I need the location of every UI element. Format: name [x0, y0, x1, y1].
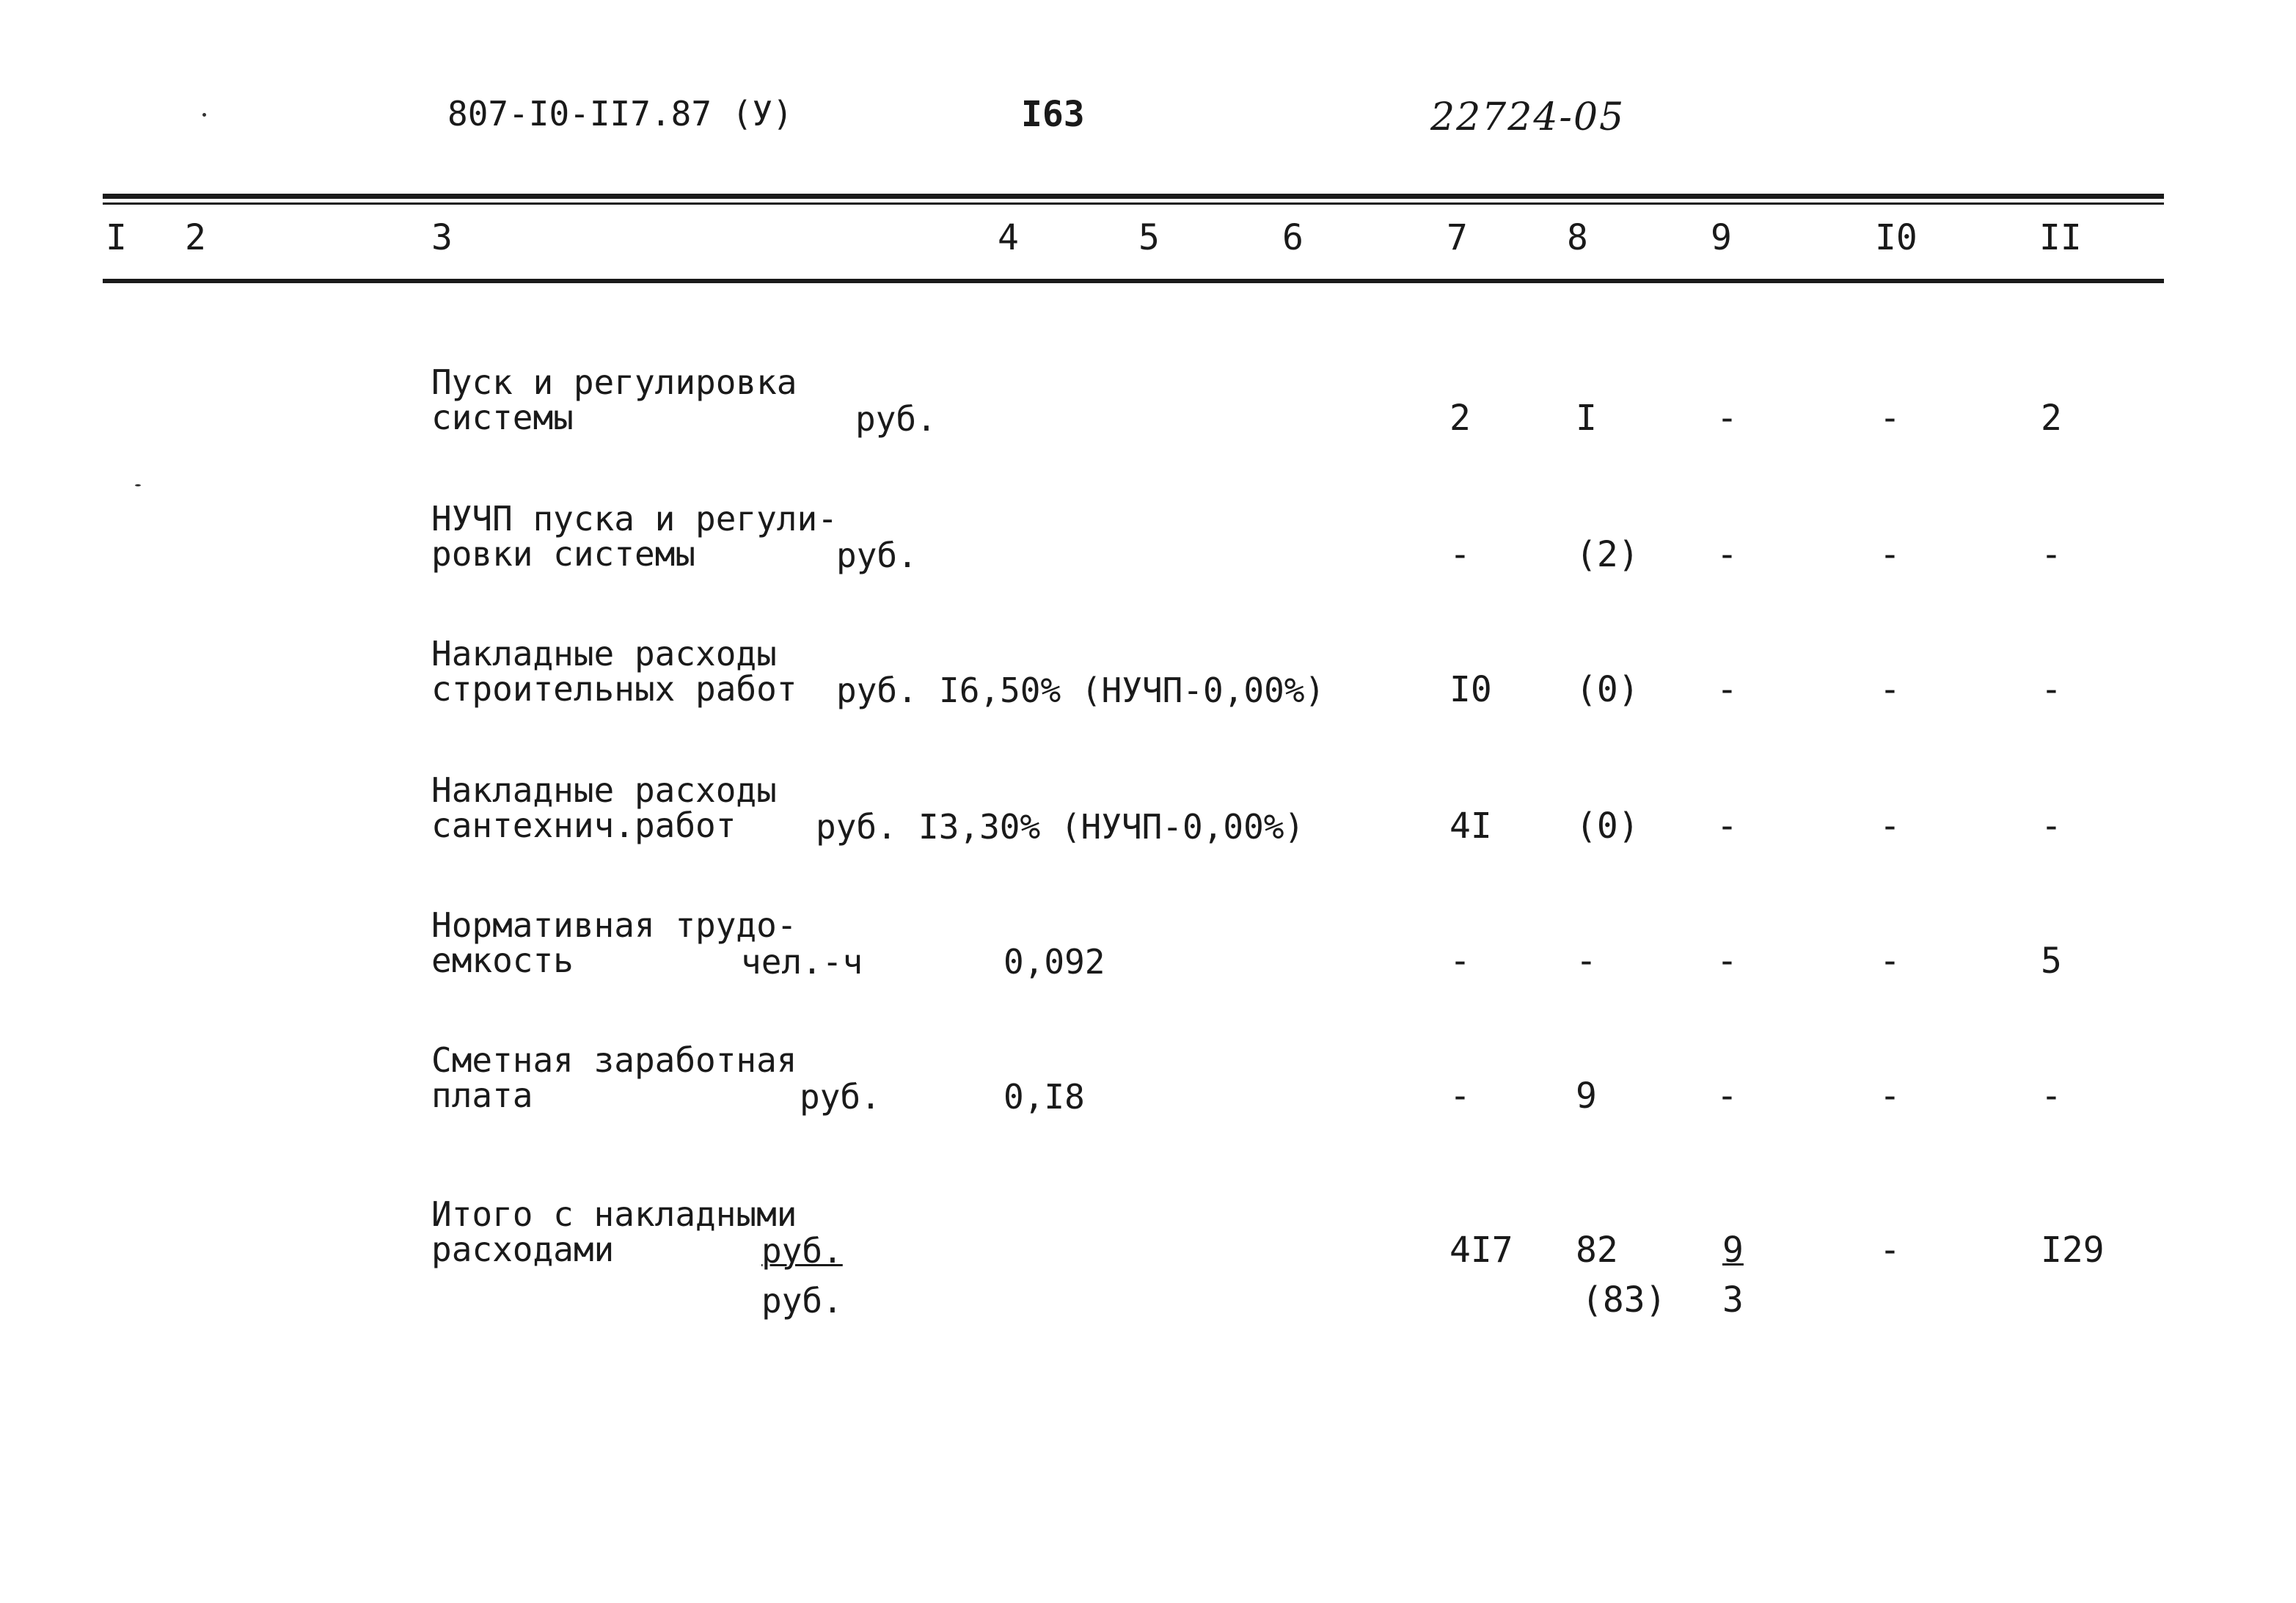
row-unit: руб. — [855, 399, 937, 439]
row-description-line1: Пуск и регулировка — [431, 362, 797, 402]
total-col7: 4I7 — [1449, 1230, 1513, 1271]
cell-col11: - — [2041, 806, 2062, 847]
cell-col8: - — [1576, 941, 1597, 982]
cell-col10: - — [1879, 398, 1901, 439]
row-description-line2: емкость — [431, 941, 574, 980]
cell-col9: - — [1716, 1076, 1738, 1117]
cell-col9: - — [1716, 669, 1738, 710]
column-number: 3 — [431, 217, 453, 258]
column-number: 2 — [185, 217, 206, 258]
cell-col11: - — [2041, 1076, 2062, 1117]
row-unit: руб. — [836, 671, 918, 710]
table-row — [0, 635, 2296, 738]
row-description-line1: НУЧП пуска и регули- — [431, 499, 838, 538]
row-quantity: 0,092 — [1003, 942, 1105, 982]
cell-col8: 9 — [1576, 1076, 1597, 1117]
column-number: 5 — [1138, 217, 1160, 258]
total-col11: I29 — [2041, 1230, 2105, 1271]
cell-col11: - — [2041, 534, 2062, 575]
column-number: I — [106, 217, 127, 258]
row-quantity: 0,I8 — [1003, 1077, 1085, 1117]
total-col9: 9 — [1722, 1230, 1744, 1271]
row-description-line1: Сметная заработная — [431, 1040, 797, 1080]
total-col8-nuchp: (83) — [1582, 1279, 1667, 1321]
total-col8: 82 — [1576, 1230, 1618, 1271]
handwritten-code: 22724-05 — [1430, 95, 1626, 139]
total-description-line2: расходами — [431, 1230, 615, 1269]
row-overhead-rate: I3,30% (НУЧП-0,00%) — [918, 807, 1305, 847]
cell-col8: I — [1576, 398, 1597, 439]
cell-col11: 2 — [2041, 398, 2062, 439]
cell-col9: - — [1716, 941, 1738, 982]
table-header-bottom-rule — [103, 279, 2164, 283]
column-number: 9 — [1711, 217, 1732, 258]
table-row — [0, 364, 2296, 467]
table-row — [0, 772, 2296, 874]
cell-col10: - — [1879, 1076, 1901, 1117]
column-number: 4 — [998, 217, 1019, 258]
cell-col7: - — [1449, 534, 1471, 575]
cell-col8: (2) — [1576, 534, 1639, 575]
table-row — [0, 1042, 2296, 1144]
cell-col9: - — [1716, 534, 1738, 575]
cell-col10: - — [1879, 806, 1901, 847]
total-description-line1: Итого с накладными — [431, 1194, 797, 1234]
cell-col7: - — [1449, 1076, 1471, 1117]
cell-col11: - — [2041, 669, 2062, 710]
column-number: II — [2039, 217, 2082, 258]
column-number: 8 — [1567, 217, 1588, 258]
table-row — [0, 500, 2296, 603]
row-description-line1: Накладные расходы — [431, 770, 777, 810]
column-number: 6 — [1282, 217, 1304, 258]
cell-col8: (0) — [1576, 669, 1639, 710]
cell-col9: - — [1716, 806, 1738, 847]
row-description-line1: Нормативная трудо- — [431, 905, 797, 945]
cell-col7: 2 — [1449, 398, 1471, 439]
cell-col11: 5 — [2041, 941, 2062, 982]
page-number: I63 — [1021, 94, 1085, 135]
total-col9-secondary: 3 — [1722, 1279, 1744, 1321]
cell-col8: (0) — [1576, 806, 1639, 847]
column-number: 7 — [1447, 217, 1468, 258]
cell-col10: - — [1879, 534, 1901, 575]
row-description-line2: системы — [431, 398, 574, 437]
row-description-line2: плата — [431, 1076, 533, 1115]
cell-col10: - — [1879, 669, 1901, 710]
cell-col7: I0 — [1449, 669, 1492, 710]
row-description-line2: сантехнич.работ — [431, 806, 736, 845]
cell-col10: - — [1879, 941, 1901, 982]
cell-col9: - — [1716, 398, 1738, 439]
scan-speck — [135, 484, 141, 486]
table-row — [0, 907, 2296, 1009]
cell-col7: 4I — [1449, 806, 1492, 847]
row-description-line2: строительных работ — [431, 669, 797, 709]
table-total-row — [0, 1196, 2296, 1328]
document-code: 807-I0-II7.87 (У) — [447, 94, 793, 134]
total-unit-primary: руб. — [761, 1231, 843, 1271]
row-description-line1: Накладные расходы — [431, 634, 777, 673]
row-unit: чел.-ч — [741, 942, 863, 982]
table-top-rule — [103, 194, 2164, 199]
row-unit: руб. — [816, 807, 897, 847]
table-top-rule-inner — [103, 202, 2164, 205]
row-description-line2: ровки системы — [431, 534, 696, 574]
cell-col7: - — [1449, 941, 1471, 982]
column-number: I0 — [1875, 217, 1917, 258]
row-unit: руб. — [800, 1077, 881, 1117]
total-unit-secondary: руб. — [761, 1281, 843, 1321]
total-col10: - — [1879, 1230, 1901, 1271]
scan-speck — [202, 113, 206, 117]
row-unit: руб. — [836, 536, 918, 575]
row-overhead-rate: I6,50% (НУЧП-0,00%) — [939, 671, 1326, 710]
